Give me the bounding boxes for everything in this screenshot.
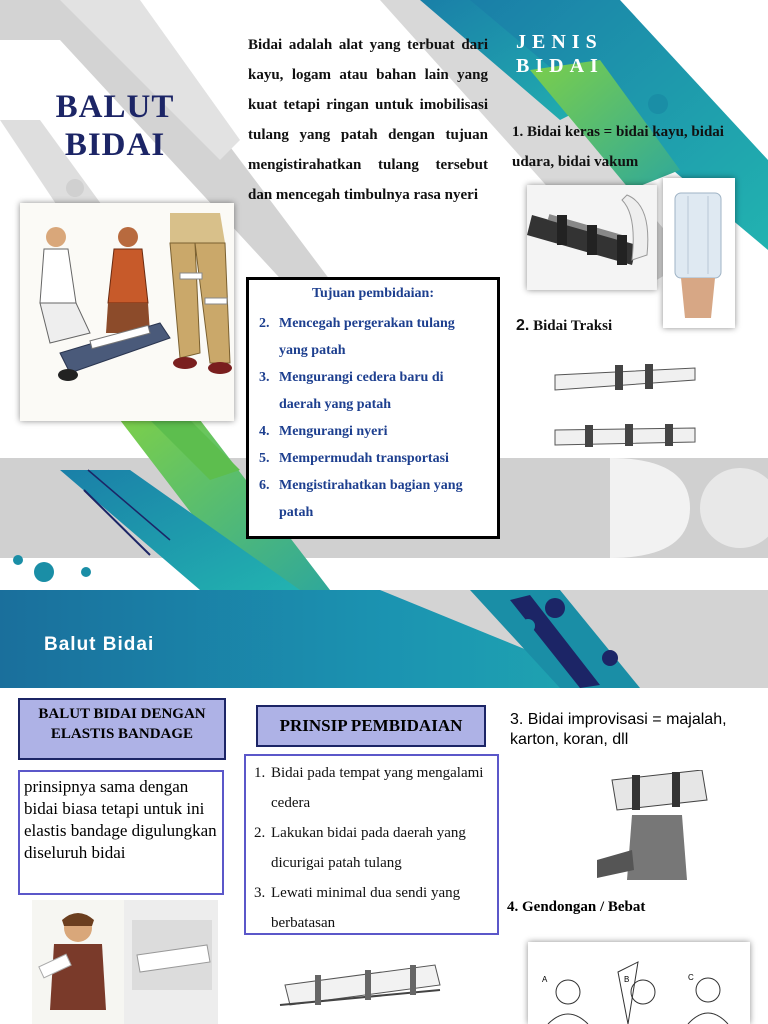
gendongan-bebat-text: 4. Gendongan / Bebat — [507, 899, 646, 915]
prinsip-pembidaian-heading: PRINSIP PEMBIDAIAN — [256, 705, 486, 747]
list-item-number: 3. — [259, 370, 270, 385]
list-item-number: 5. — [259, 451, 270, 466]
first-aid-people-image — [20, 203, 234, 421]
bidai-definition-text: Bidai adalah alat yang terbuat dari kayu, logam atau bahan lain yang kuat tetapi ringan untuk imobilisasi tulang yang patah dengan tujuan mengistirahatkan tulang tersebut dan mencegah timbulnya rasa nyeri — [248, 37, 488, 203]
leg-splint-image — [275, 945, 447, 1024]
title-line-2: BIDAI — [64, 127, 166, 163]
list-item-number: 1. — [254, 765, 266, 781]
air-splint-photo — [663, 178, 735, 328]
jenis-item-bidai-keras: 1. Bidai keras = bidai kayu, bidai udara, bidai vakum — [512, 124, 724, 170]
brochure-back-panel — [0, 590, 768, 1024]
tujuan-title: Tujuan pembidaian: — [311, 286, 435, 301]
title-line-1: BALUT — [55, 89, 175, 125]
list-item — [259, 418, 487, 445]
list-item-number: 3. — [254, 885, 266, 901]
prinsip-list — [244, 754, 499, 935]
jenis-title-line-1: JENIS — [516, 31, 603, 53]
list-item-text: Mengurangi cedera baru di daerah yang patah — [279, 370, 444, 412]
list-item-text: Mempermudah transportasi — [279, 451, 449, 466]
first-aid-splinting-illustration — [20, 203, 234, 421]
tujuan-list — [259, 310, 487, 526]
improvised-splint-photo — [592, 770, 717, 880]
list-item-number: 6. — [259, 478, 270, 493]
jenis-title-line-2: BIDAI — [516, 55, 604, 77]
list-item — [259, 364, 487, 418]
svg-text:B: B — [624, 975, 630, 984]
list-item-text: Lakukan bidai pada daerah yang dicurigai patah tulang — [271, 825, 466, 871]
list-item — [254, 878, 489, 938]
jenis-item-number: 2. — [516, 317, 530, 334]
list-item-text: Mencegah pergerakan tulang yang patah — [279, 316, 455, 358]
tujuan-pembidaian-box — [246, 277, 500, 539]
improvised-splint-image — [592, 770, 717, 880]
traction-splint-image — [545, 350, 712, 455]
sling-bandage-image — [528, 942, 750, 1024]
elastis-bandage-heading: BALUT BIDAI DENGAN ELASTIS BANDAGE — [18, 698, 226, 760]
hard-splint-image — [527, 185, 657, 290]
elastic-bandage-image — [32, 900, 218, 1024]
elastis-bandage-description: prinsipnya sama dengan bidai biasa tetapi untuk ini elastis bandage digulungkan diseluruh bidai — [18, 770, 224, 895]
list-item — [259, 310, 487, 364]
banner-title: Balut Bidai — [44, 634, 155, 655]
leg-splint-drawing — [275, 945, 447, 1024]
list-item-text: Lewati minimal dua sendi yang berbatasan — [271, 885, 461, 931]
list-item — [254, 818, 489, 878]
bidai-improvisasi-text: 3. Bidai improvisasi = majalah, karton, koran, dll — [510, 711, 727, 748]
svg-text:A: A — [542, 975, 548, 984]
brochure-title — [50, 88, 180, 164]
list-item — [259, 472, 487, 526]
list-item — [254, 758, 489, 818]
sling-bandage-photo — [528, 942, 750, 1024]
jenis-item-text: Bidai Traksi — [533, 318, 613, 334]
list-item — [259, 445, 487, 472]
list-item-number: 4. — [259, 424, 270, 439]
list-item-number: 2. — [259, 316, 270, 331]
air-splint-image — [663, 178, 735, 328]
list-item-text: Mengurangi nyeri — [279, 424, 388, 439]
svg-text:C: C — [688, 973, 694, 982]
elastic-bandage-photo — [32, 900, 218, 1024]
list-item-text: Bidai pada tempat yang mengalami cedera — [271, 765, 484, 811]
list-item-text: Mengistirahatkan bagian yang patah — [279, 478, 463, 520]
list-item-number: 2. — [254, 825, 266, 841]
traction-splint-illustration — [545, 350, 712, 455]
jenis-item-bidai-traksi — [516, 317, 612, 335]
jenis-bidai-heading — [516, 30, 604, 78]
hard-splint-photo — [527, 185, 657, 290]
